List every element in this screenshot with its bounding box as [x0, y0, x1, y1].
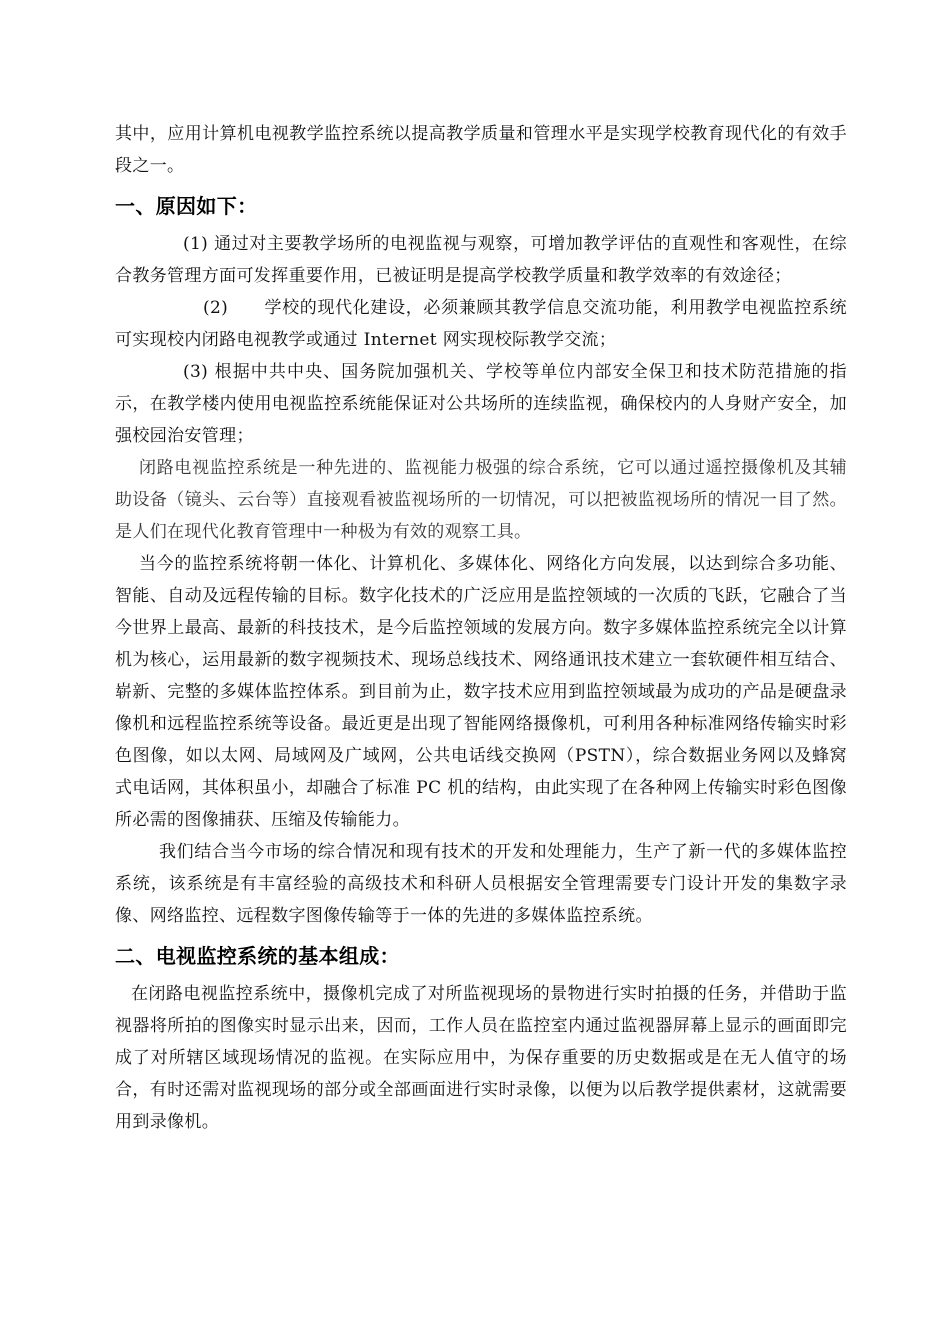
document-page — [115, 118, 847, 1138]
reason-item-1-text: 通过对主要教学场所的电视监视与观察，可增加教学评估的直观性和客观性，在综合教务管理方面可发挥重要作用，已被证明是提高学校教学质量和教学效率的有效途径； — [115, 234, 847, 286]
reason-item-1 — [115, 228, 847, 292]
reason-item-3 — [115, 356, 847, 452]
reason-item-2-number: (2) — [203, 298, 229, 318]
product-paragraph: 我们结合当今市场的综合情况和现有技术的开发和处理能力，生产了新一代的多媒体监控系统，该系统是有丰富经验的高级技术和科研人员根据安全管理需要专门设计开发的集数字录像、网络监控、远程数字图像传输等于一体的先进的多媒体监控系统。 — [115, 842, 847, 926]
cctv-overview-paragraph: 闭路电视监控系统是一种先进的、监视能力极强的综合系统，它可以通过遥控摄像机及其辅助设备（镜头、云台等）直接观看被监视场所的一切情况，可以把被监视场所的情况一目了然。是人们在现代化教育管理中一种极为有效的观察工具。 — [115, 458, 847, 542]
composition-paragraph: 在闭路电视监控系统中，摄像机完成了对所监视现场的景物进行实时拍摄的任务，并借助于监视器将所拍的图像实时显示出来，因而，工作人员在监控室内通过监视器屏幕上显示的画面即完成了对所辖区域现场情况的监视。在实际应用中，为保存重要的历史数据或是在无人值守的场合，有时还需对监视现场的部分或全部画面进行实时录像，以便为以后教学提供素材，这就需要用到录像机。 — [115, 984, 847, 1132]
intro-paragraph: 其中，应用计算机电视教学监控系统以提高教学质量和管理水平是实现学校教育现代化的有效手段之一。 — [115, 124, 847, 176]
reason-item-2-text: 学校的现代化建设，必须兼顾其教学信息交流功能，利用教学电视监控系统可实现校内闭路电视教学或通过 Internet 网实现校际教学交流； — [115, 298, 847, 350]
reason-item-1-number: (1) — [183, 234, 209, 254]
reason-item-3-text: 根据中共中央、国务院加强机关、学校等单位内部安全保卫和技术防范措施的指示，在教学楼内使用电视监控系统能保证对公共场所的连续监视，确保校内的人身财产安全，加强校园治安管理； — [115, 362, 847, 446]
section-2-heading: 二、电视监控系统的基本组成： — [115, 944, 400, 968]
trend-paragraph: 当今的监控系统将朝一体化、计算机化、多媒体化、网络化方向发展，以达到综合多功能、智能、自动及远程传输的目标。数字化技术的广泛应用是监控领域的一次质的飞跃，它融合了当今世界上最高、最新的科技技术，是今后监控领域的发展方向。数字多媒体监控系统完全以计算机为核心，运用最新的数字视频技术、现场总线技术、网络通讯技术建立一套软硬件相互结合、崭新、完整的多媒体监控体系。到目前为止，数字技术应用到监控领域最为成功的产品是硬盘录像机和远程监控系统等设备。最近更是出现了智能网络摄像机，可利用各种标准网络传输实时彩色图像，如以太网、局域网及广域网，公共电话线交换网（PSTN），综合数据业务网以及蜂窝式电话网，其体积虽小，却融合了标准 PC 机的结构，由此实现了在各种网上传输实时彩色图像所必需的图像捕获、压缩及传输能力。 — [115, 554, 847, 830]
reason-item-2 — [115, 292, 847, 356]
reason-item-3-number: (3) — [183, 362, 209, 382]
section-1-heading: 一、原因如下： — [115, 194, 258, 218]
